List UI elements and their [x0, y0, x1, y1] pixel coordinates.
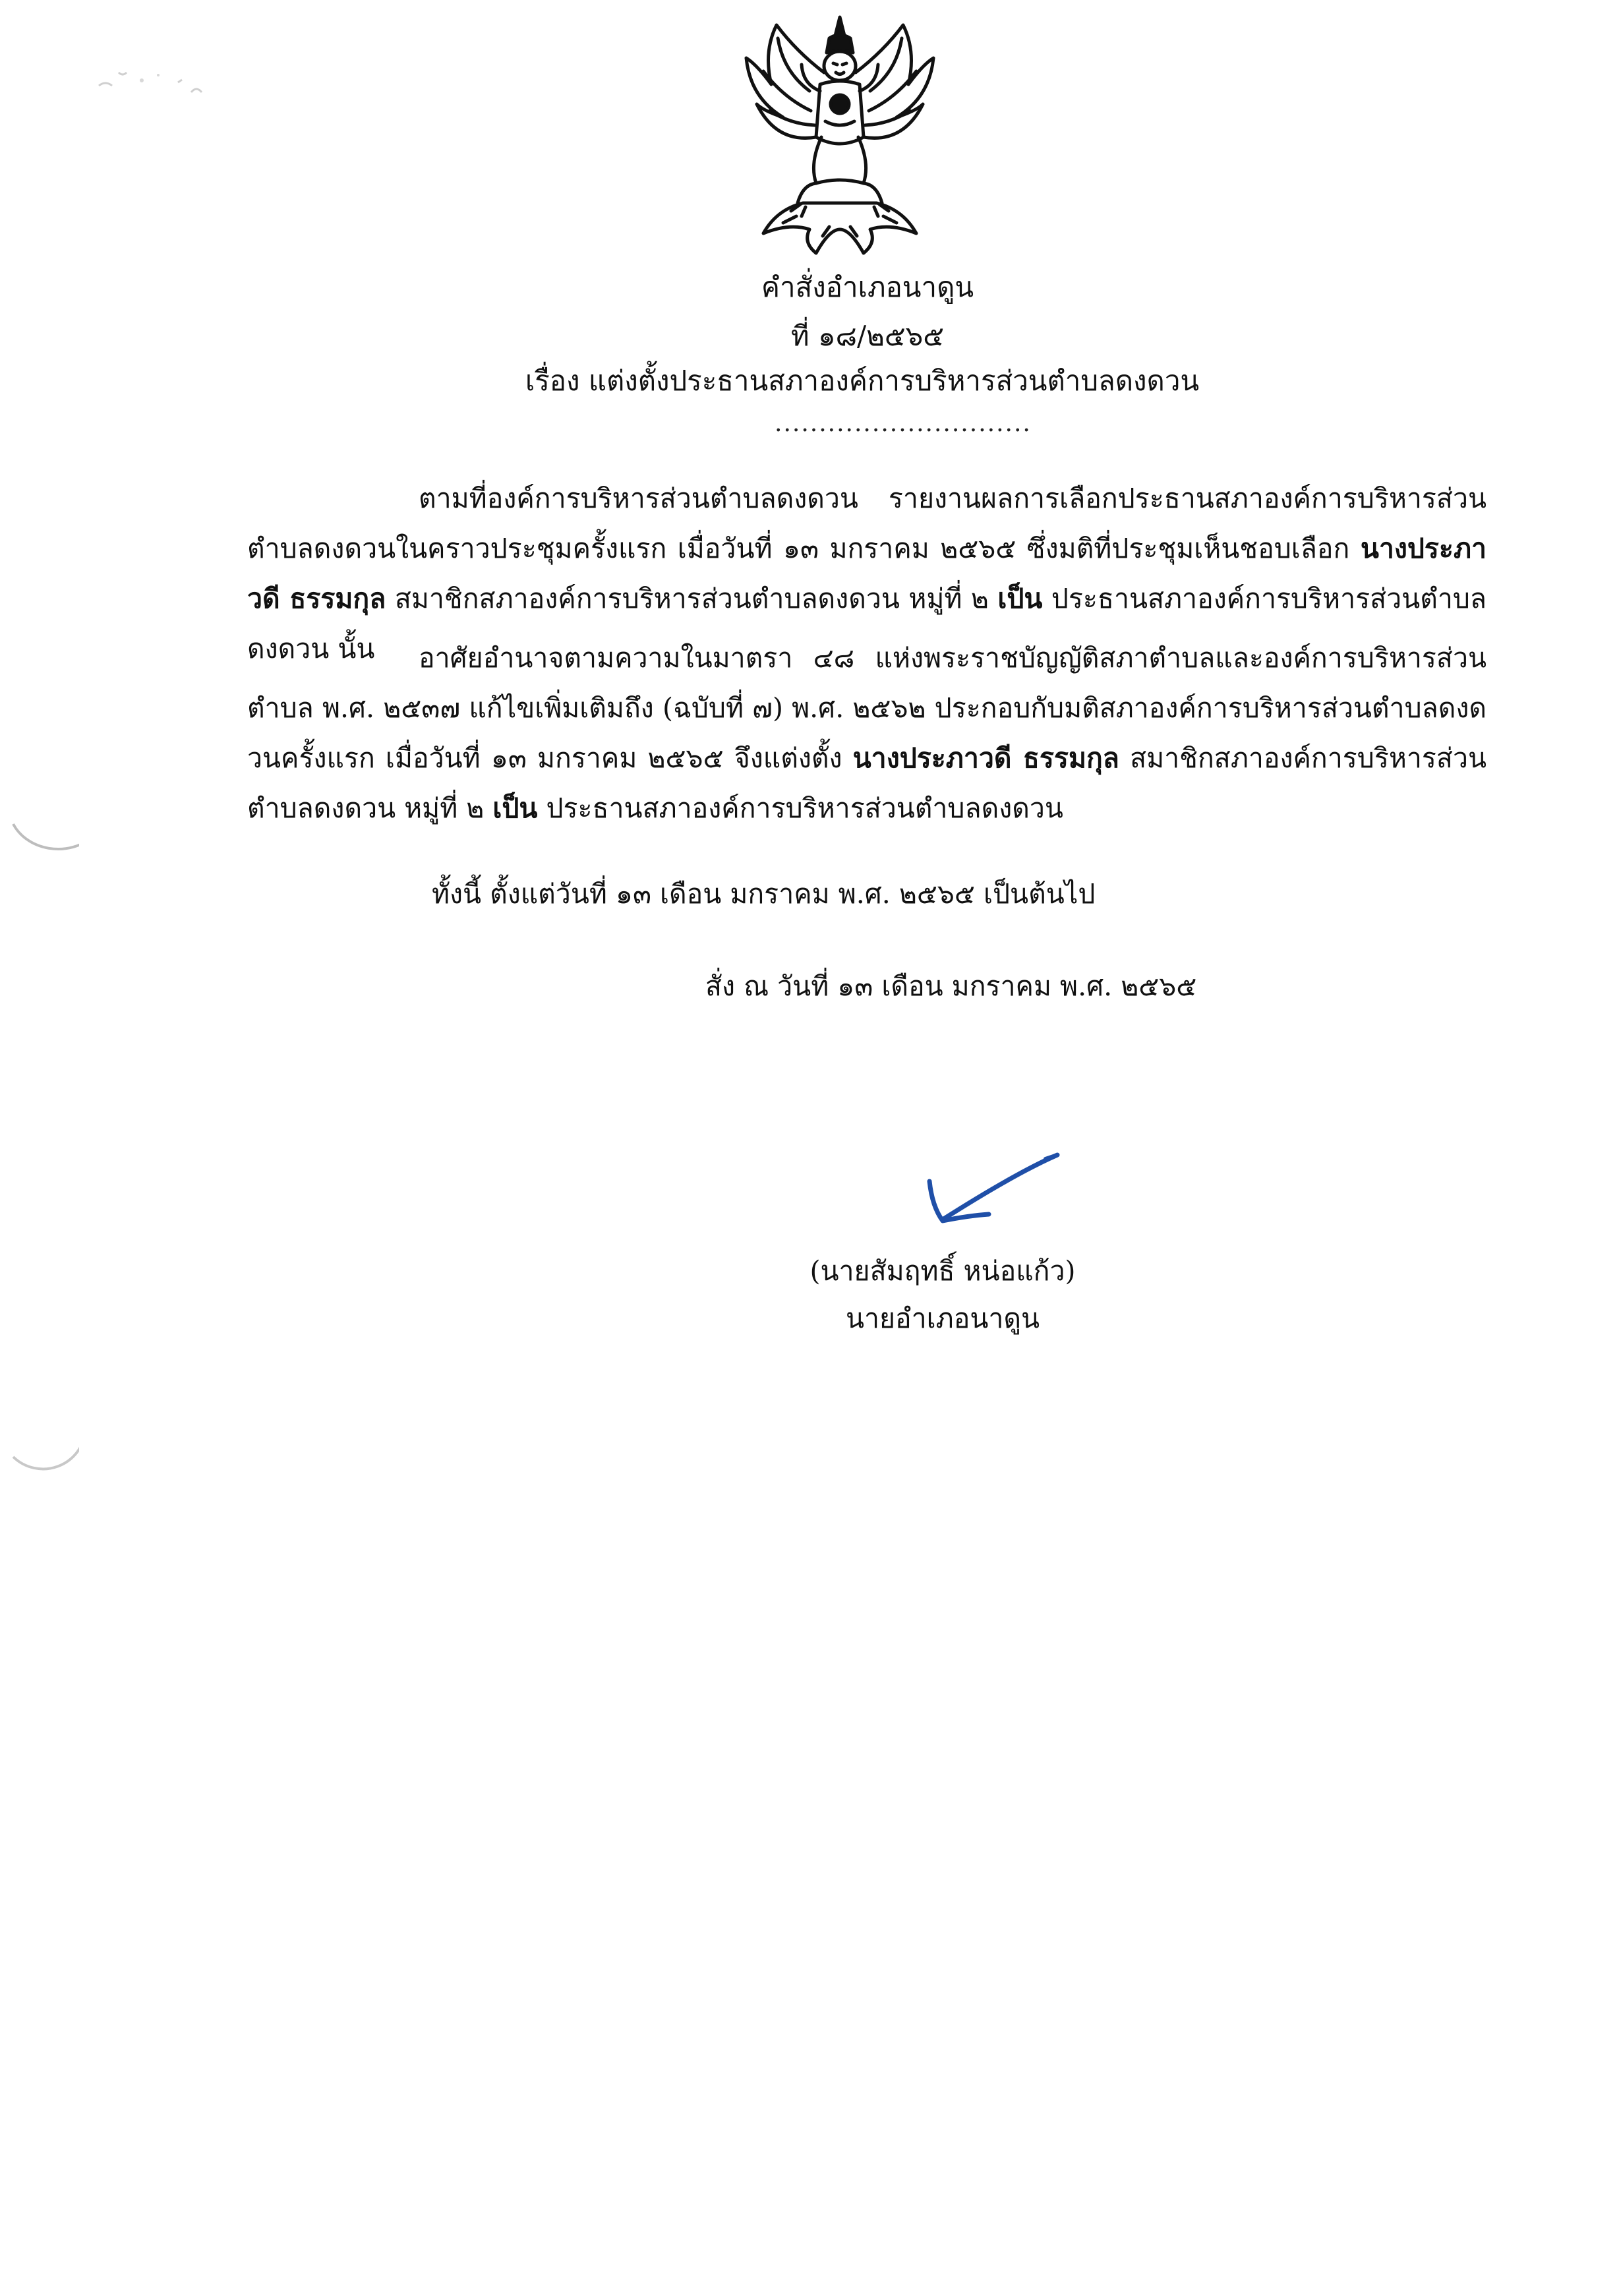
- order-title: คำสั่งอำเภอนาดูน: [761, 271, 974, 303]
- order-number: ที่ ๑๘/๒๕๖๕: [790, 320, 945, 352]
- order-subject: เรื่อง แต่งตั้งประธานสภาองค์การบริหารส่วนตำบลดงดวน: [525, 365, 1200, 397]
- paragraph-text: สมาชิกสภาองค์การบริหารส่วนตำบลดงดวน หมู่ที่ ๒: [247, 742, 1487, 824]
- signatory-name: (นายสัมฤทธิ์ หน่อแก้ว): [810, 1255, 1076, 1287]
- emphasis-word: เป็น: [997, 583, 1043, 614]
- appointee-name: นางประภาวดี ธรรมกุล: [852, 742, 1119, 774]
- paragraph-effective-date: ทั้งนี้ ตั้งแต่วันที่ ๑๓ เดือน มกราคม พ.ศ. ๒๕๖๕ เป็นต้นไป: [432, 878, 1096, 910]
- order-date: สั่ง ณ วันที่ ๑๓ เดือน มกราคม พ.ศ. ๒๕๖๕: [705, 970, 1197, 1002]
- punch-hole-mark: [0, 1424, 79, 1503]
- signatory-position: นายอำเภอนาดูน: [845, 1303, 1040, 1334]
- scan-speck-marks: [79, 46, 224, 125]
- paragraph-text: ตามที่องค์การบริหารส่วนตำบลดงดวน รายงานผลการเลือกประธานสภาองค์การบริหารส่วนตำบลดงดวนในคราวประชุมครั้งแรก เมื่อวันที่ ๑๓ มกราคม ๒๕๖๕ ซึ่งมติที่ประชุมเห็นชอบเลือก: [247, 483, 1487, 564]
- punch-hole-mark: [0, 798, 79, 877]
- paragraph-text: ประธานสภาองค์การบริหารส่วนตำบลดงดวน: [537, 792, 1063, 824]
- paragraph-text: ประธานสภาองค์การบริหารส่วนตำบลดงดวน นั้น: [247, 583, 1487, 664]
- paragraph-text: อาศัยอำนาจตามความในมาตรา ๔๘ แห่งพระราชบัญญัติสภาตำบลและองค์การบริหารส่วนตำบล พ.ศ. ๒๕๓๗ แก้ไขเพิ่มเติมถึง (ฉบับที่ ๗) พ.ศ. ๒๕๖๒ ประกอบกับมติสภาองค์การบริหารส่วนตำบลดงดวนครั้งแรก เมื่อวันที่ ๑๓ มกราคม ๒๕๖๕ จึงแต่งตั้ง: [247, 642, 1487, 774]
- appointee-name: นางประภาวดี ธรรมกุล: [247, 533, 1487, 614]
- emphasis-word: เป็น: [492, 792, 538, 824]
- separator-dots: .............................: [775, 410, 1032, 437]
- garuda-emblem-icon: [737, 12, 943, 256]
- paragraph-authority: [247, 633, 1487, 833]
- paragraph-text: สมาชิกสภาองค์การบริหารส่วนตำบลดงดวน หมู่ที่ ๒: [386, 583, 998, 614]
- handwritten-signature: [916, 1147, 1074, 1233]
